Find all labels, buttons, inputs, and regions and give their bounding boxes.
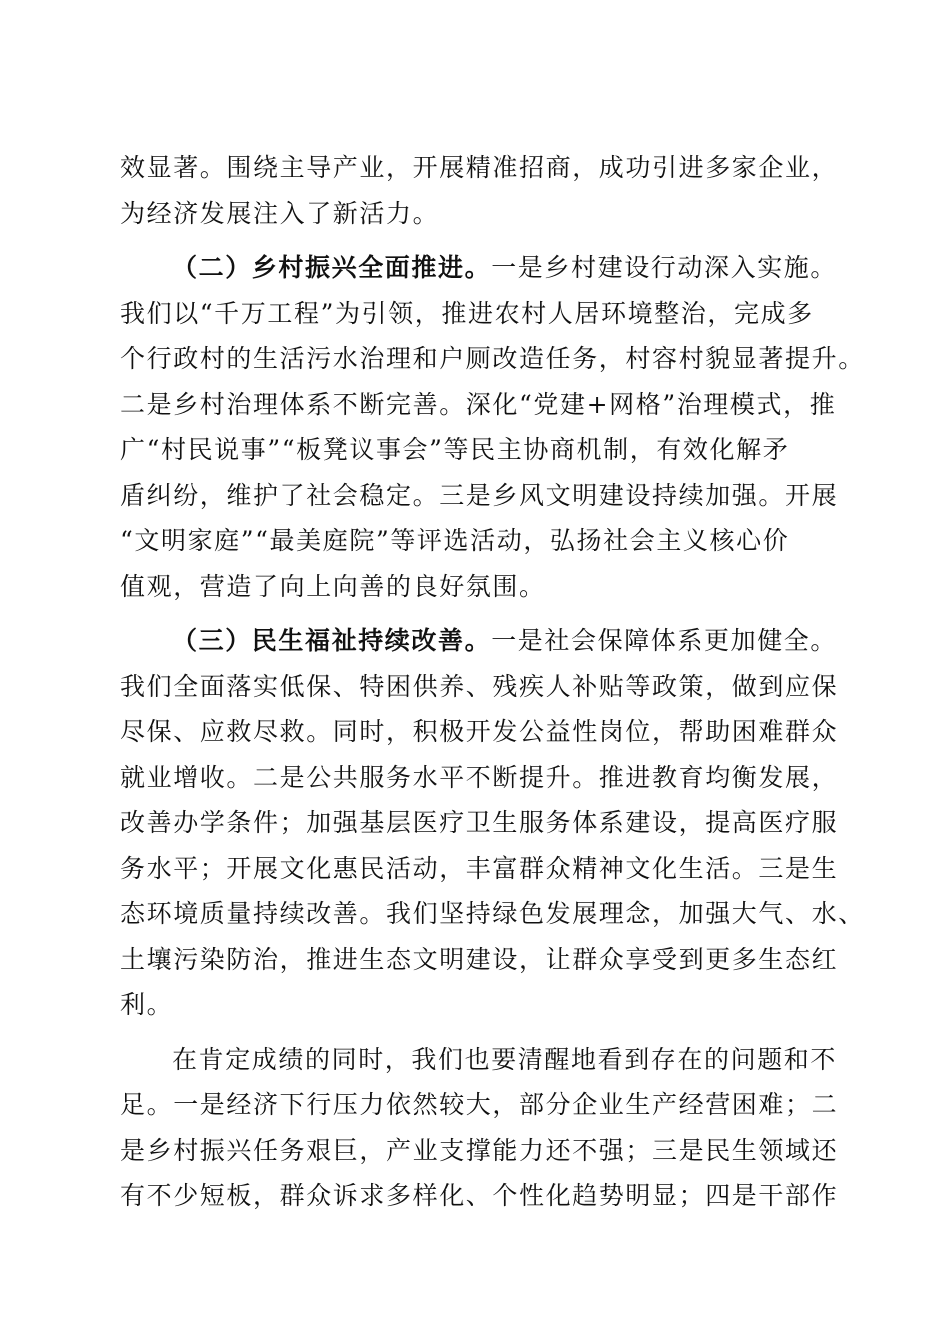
text-run: 一是社会保障体系更加健全。 [491,626,838,655]
paragraph-first-line: 在肯定成绩的同时，我们也要清醒地看到存在的问题和不 [172,1044,838,1074]
text-line: 个行政村的生活污水治理和户厕改造任务，村容村貌显著提升。 [120,344,865,373]
text-line: 我们以“千万工程”为引领，推进农村人居环境整治，完成多 [120,298,814,328]
text-line: 就业增收。二是公共服务水平不断提升。推进教育均衡发展， [120,762,839,792]
text-line: 效显著。围绕主导产业，开展精准招商，成功引进多家企业， [120,153,839,182]
text-line: 态环境质量持续改善。我们坚持绿色发展理念，加强大气、水、 [120,899,865,928]
text-line: 值观，营造了向上向善的良好氛围。 [120,571,546,601]
section-heading: （三）民生福祉持续改善。 [172,626,492,655]
paragraph-rural-revitalization [120,245,865,609]
text-line: 足。一是经济下行压力依然较大，部分企业生产经营困难；二 [120,1090,839,1119]
text-line: 改善办学条件；加强基层医疗卫生服务体系建设，提高医疗服 [120,808,839,837]
paragraph-problems [120,1037,839,1219]
text-line: 二是乡村治理体系不断完善。深化“党建+网格”治理模式，推 [120,389,837,419]
document-body [120,145,865,1219]
text-line: 尽保、应救尽救。同时，积极开发公益性岗位，帮助困难群众 [120,717,839,746]
text-line: “文明家庭”“最美庭院”等评选活动，弘扬社会主义核心价 [120,526,790,555]
text-line: 广“村民说事”“板凳议事会”等民主协商机制，有效化解矛 [120,435,790,464]
text-line: 利。 [120,990,174,1019]
text-line: 为经济发展注入了新活力。 [120,198,440,228]
paragraph-continuation [120,145,839,236]
text-run: 一是乡村建设行动深入实施。 [491,253,838,282]
paragraph-livelihood [120,618,865,1028]
paragraph-first-line [120,245,838,291]
text-line: 务水平；开展文化惠民活动，丰富群众精神文化生活。三是生 [120,853,839,883]
text-line: 有不少短板，群众诉求多样化、个性化趋势明显；四是干部作 [120,1181,839,1210]
section-heading: （二）乡村振兴全面推进。 [172,253,492,282]
text-line: 是乡村振兴任务艰巨，产业支撑能力还不强；三是民生领域还 [120,1135,839,1165]
paragraph-first-line [120,618,838,664]
text-line: 盾纠纷，维护了社会稳定。三是乡风文明建设持续加强。开展 [120,480,839,510]
text-line: 我们全面落实低保、特困供养、残疾人补贴等政策，做到应保 [120,671,839,701]
text-line: 土壤污染防治，推进生态文明建设，让群众享受到更多生态红 [120,944,839,974]
